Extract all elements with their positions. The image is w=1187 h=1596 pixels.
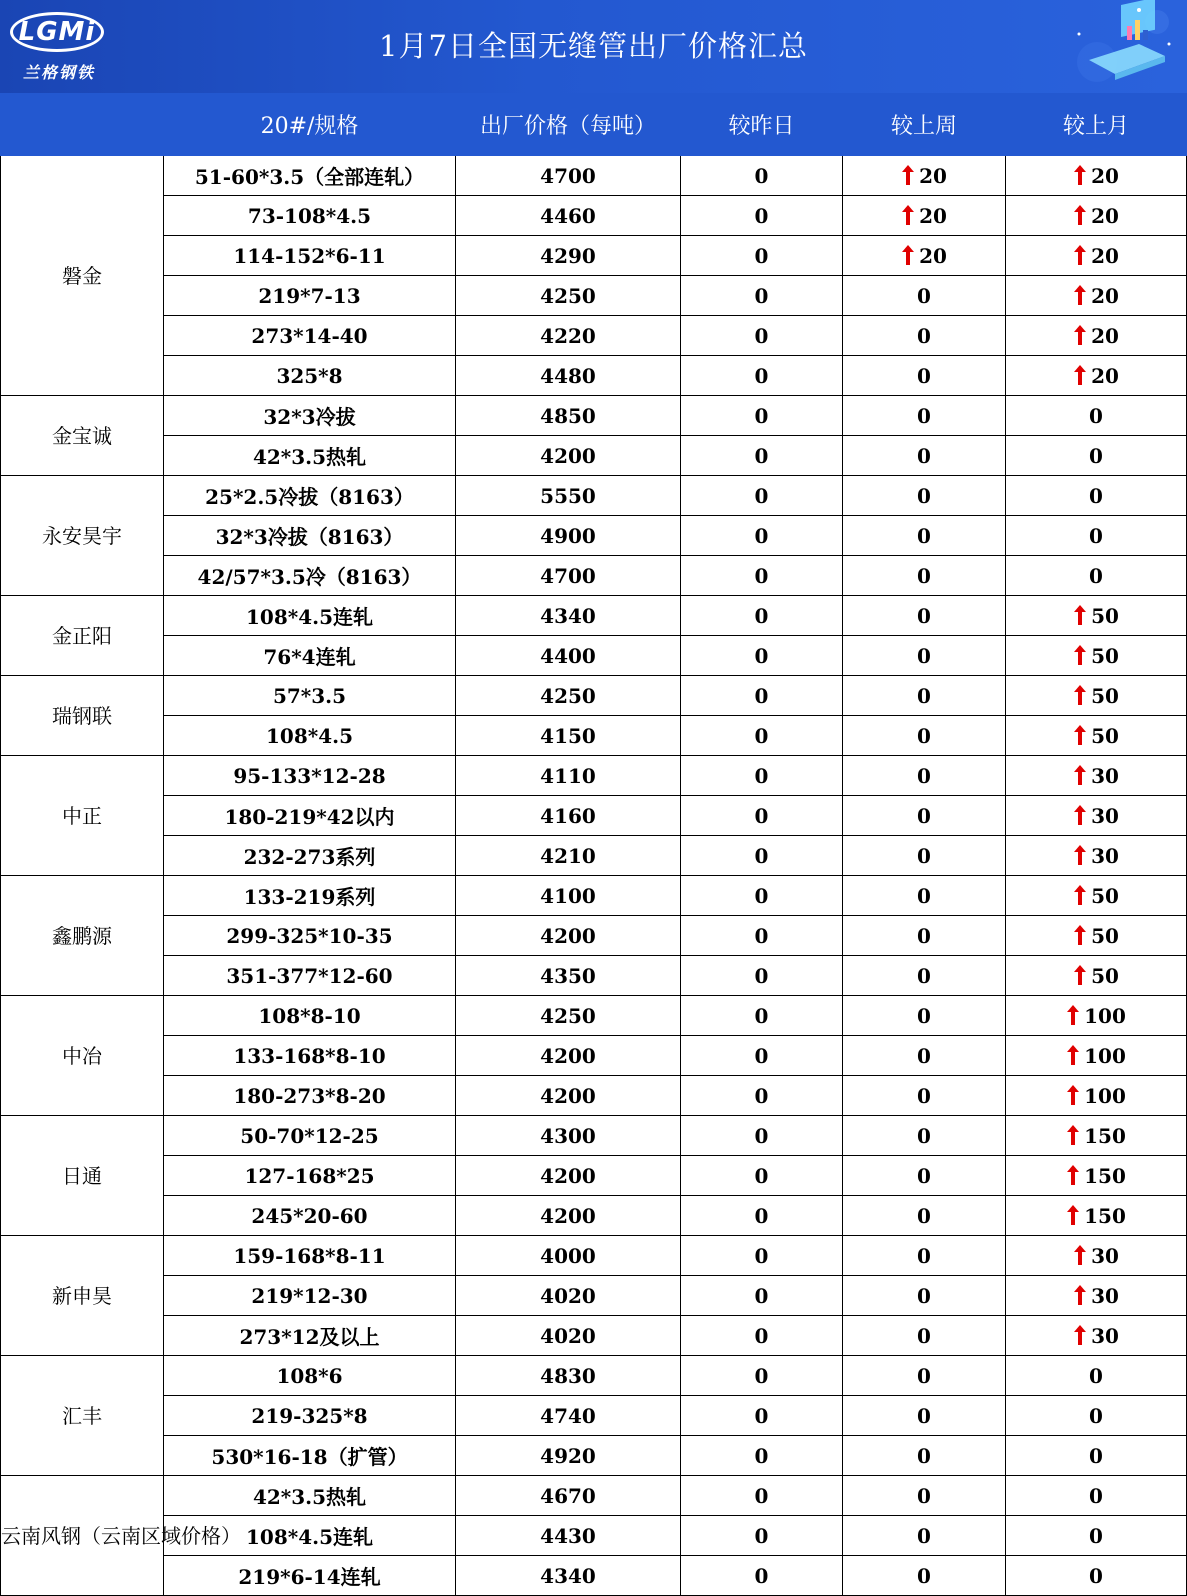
spec-cell: 351-377*12-60 xyxy=(164,956,456,996)
month-change-cell xyxy=(1006,1196,1187,1236)
price-cell: 4160 xyxy=(456,796,681,836)
day-change-cell: 0 xyxy=(681,276,843,316)
price-cell: 4480 xyxy=(456,356,681,396)
month-change-cell xyxy=(1006,236,1187,276)
company-cell: 磐金 xyxy=(1,156,164,396)
spec-cell: 32*3冷拔（8163） xyxy=(164,516,456,556)
up-arrow-icon xyxy=(1073,1245,1087,1265)
up-arrow-icon xyxy=(1073,165,1087,185)
change-value: 50 xyxy=(1091,883,1119,908)
spec-cell: 133-168*8-10 xyxy=(164,1036,456,1076)
day-change-cell: 0 xyxy=(681,516,843,556)
page-title: 1月7日全国无缝管出厂价格汇总 xyxy=(379,29,808,63)
table-row xyxy=(1,916,1187,956)
laptop-chart-icon xyxy=(1069,4,1179,88)
spec-cell: 42/57*3.5冷（8163） xyxy=(164,556,456,596)
table-row xyxy=(1,316,1187,356)
spec-cell: 108*8-10 xyxy=(164,996,456,1036)
spec-cell: 57*3.5 xyxy=(164,676,456,716)
company-cell: 中冶 xyxy=(1,996,164,1116)
up-arrow-icon xyxy=(1066,1125,1080,1145)
table-row xyxy=(1,356,1187,396)
week-change-cell: 0 xyxy=(843,1276,1006,1316)
price-cell: 4220 xyxy=(456,316,681,356)
up-arrow-icon xyxy=(1066,1165,1080,1185)
spec-cell: 42*3.5热轧 xyxy=(164,436,456,476)
up-arrow-icon xyxy=(1073,805,1087,825)
day-change-cell: 0 xyxy=(681,356,843,396)
week-change-cell: 0 xyxy=(843,356,1006,396)
table-row xyxy=(1,156,1187,196)
month-change-cell xyxy=(1006,1156,1187,1196)
change-value: 150 xyxy=(1084,1123,1126,1148)
table-row xyxy=(1,956,1187,996)
month-change-cell xyxy=(1006,356,1187,396)
change-value: 30 xyxy=(1091,803,1119,828)
month-change-cell xyxy=(1006,796,1187,836)
day-change-cell: 0 xyxy=(681,1476,843,1516)
table-row xyxy=(1,1476,1187,1516)
spec-cell: 32*3冷拔 xyxy=(164,396,456,436)
spec-cell: 530*16-18（扩管） xyxy=(164,1436,456,1476)
day-change-cell: 0 xyxy=(681,756,843,796)
column-header-month: 较上月 xyxy=(1006,94,1187,156)
week-change-cell: 0 xyxy=(843,676,1006,716)
price-cell: 4100 xyxy=(456,876,681,916)
table-row xyxy=(1,756,1187,796)
spec-cell: 180-219*42以内 xyxy=(164,796,456,836)
price-cell: 4250 xyxy=(456,676,681,716)
change-value: 20 xyxy=(1091,323,1119,348)
price-cell: 4700 xyxy=(456,156,681,196)
month-change-cell: 0 xyxy=(1006,1356,1187,1396)
change-value: 30 xyxy=(1091,843,1119,868)
week-change-cell: 0 xyxy=(843,1116,1006,1156)
change-value: 50 xyxy=(1091,603,1119,628)
change-value: 100 xyxy=(1084,1043,1126,1068)
up-arrow-icon xyxy=(1073,765,1087,785)
up-arrow-icon xyxy=(1066,1005,1080,1025)
up-arrow-icon xyxy=(1073,365,1087,385)
logo-cn: 兰格钢铁 xyxy=(22,63,95,82)
company-cell: 汇丰 xyxy=(1,1356,164,1476)
day-change-cell: 0 xyxy=(681,1316,843,1356)
change-value: 20 xyxy=(1091,243,1119,268)
week-change-cell: 0 xyxy=(843,556,1006,596)
month-change-cell xyxy=(1006,636,1187,676)
price-cell: 4210 xyxy=(456,836,681,876)
price-cell: 4020 xyxy=(456,1316,681,1356)
price-cell: 4340 xyxy=(456,596,681,636)
spec-cell: 219-325*8 xyxy=(164,1396,456,1436)
day-change-cell: 0 xyxy=(681,476,843,516)
day-change-cell: 0 xyxy=(681,1356,843,1396)
table-row xyxy=(1,996,1187,1036)
change-value: 20 xyxy=(919,203,947,228)
spec-cell: 299-325*10-35 xyxy=(164,916,456,956)
week-change-cell: 0 xyxy=(843,1356,1006,1396)
up-arrow-icon xyxy=(1073,205,1087,225)
price-cell: 4020 xyxy=(456,1276,681,1316)
table-row xyxy=(1,1236,1187,1276)
week-change-cell xyxy=(843,156,1006,196)
change-value: 20 xyxy=(1091,203,1119,228)
spec-cell: 108*6 xyxy=(164,1356,456,1396)
up-arrow-icon xyxy=(1073,685,1087,705)
day-change-cell: 0 xyxy=(681,1556,843,1596)
month-change-cell xyxy=(1006,316,1187,356)
price-cell: 4830 xyxy=(456,1356,681,1396)
month-change-cell: 0 xyxy=(1006,1556,1187,1596)
table-row xyxy=(1,796,1187,836)
table-header-row xyxy=(1,94,1187,156)
day-change-cell: 0 xyxy=(681,796,843,836)
week-change-cell: 0 xyxy=(843,796,1006,836)
month-change-cell: 0 xyxy=(1006,1516,1187,1556)
week-change-cell: 0 xyxy=(843,716,1006,756)
header-banner xyxy=(0,0,1187,93)
company-cell: 瑞钢联 xyxy=(1,676,164,756)
logo-text: LGMi xyxy=(18,17,96,47)
table-row xyxy=(1,1436,1187,1476)
price-cell: 4300 xyxy=(456,1116,681,1156)
up-arrow-icon xyxy=(1073,925,1087,945)
up-arrow-icon xyxy=(1073,325,1087,345)
week-change-cell: 0 xyxy=(843,276,1006,316)
column-header-price: 出厂价格（每吨） xyxy=(456,94,681,156)
day-change-cell: 0 xyxy=(681,876,843,916)
price-cell: 4000 xyxy=(456,1236,681,1276)
up-arrow-icon xyxy=(1066,1045,1080,1065)
day-change-cell: 0 xyxy=(681,836,843,876)
column-header-week: 较上周 xyxy=(843,94,1006,156)
day-change-cell: 0 xyxy=(681,236,843,276)
month-change-cell xyxy=(1006,596,1187,636)
week-change-cell: 0 xyxy=(843,316,1006,356)
change-value: 50 xyxy=(1091,683,1119,708)
day-change-cell: 0 xyxy=(681,556,843,596)
company-cell: 金宝诚 xyxy=(1,396,164,476)
column-header-spec: 20#/规格 xyxy=(164,94,456,156)
table-row xyxy=(1,876,1187,916)
company-cell: 鑫鹏源 xyxy=(1,876,164,996)
spec-cell: 133-219系列 xyxy=(164,876,456,916)
week-change-cell: 0 xyxy=(843,1556,1006,1596)
up-arrow-icon xyxy=(1066,1205,1080,1225)
change-value: 50 xyxy=(1091,923,1119,948)
price-cell: 5550 xyxy=(456,476,681,516)
price-cell: 4850 xyxy=(456,396,681,436)
month-change-cell: 0 xyxy=(1006,396,1187,436)
change-value: 30 xyxy=(1091,1243,1119,1268)
week-change-cell: 0 xyxy=(843,956,1006,996)
column-header-day: 较昨日 xyxy=(681,94,843,156)
price-cell: 4110 xyxy=(456,756,681,796)
month-change-cell xyxy=(1006,1316,1187,1356)
day-change-cell: 0 xyxy=(681,636,843,676)
price-cell: 4200 xyxy=(456,1076,681,1116)
month-change-cell xyxy=(1006,156,1187,196)
month-change-cell: 0 xyxy=(1006,476,1187,516)
table-row xyxy=(1,1076,1187,1116)
month-change-cell: 0 xyxy=(1006,516,1187,556)
price-cell: 4250 xyxy=(456,996,681,1036)
week-change-cell: 0 xyxy=(843,1196,1006,1236)
day-change-cell: 0 xyxy=(681,1156,843,1196)
week-change-cell: 0 xyxy=(843,1516,1006,1556)
week-change-cell: 0 xyxy=(843,396,1006,436)
price-cell: 4340 xyxy=(456,1556,681,1596)
day-change-cell: 0 xyxy=(681,716,843,756)
month-change-cell: 0 xyxy=(1006,1436,1187,1476)
day-change-cell: 0 xyxy=(681,156,843,196)
day-change-cell: 0 xyxy=(681,436,843,476)
spec-cell: 180-273*8-20 xyxy=(164,1076,456,1116)
table-row xyxy=(1,276,1187,316)
day-change-cell: 0 xyxy=(681,1436,843,1476)
week-change-cell: 0 xyxy=(843,1076,1006,1116)
change-value: 100 xyxy=(1084,1083,1126,1108)
change-value: 30 xyxy=(1091,1323,1119,1348)
company-cell: 新申昊 xyxy=(1,1236,164,1356)
day-change-cell: 0 xyxy=(681,916,843,956)
table-row xyxy=(1,556,1187,596)
month-change-cell: 0 xyxy=(1006,1396,1187,1436)
table-row xyxy=(1,516,1187,556)
month-change-cell xyxy=(1006,996,1187,1036)
month-change-cell xyxy=(1006,876,1187,916)
spec-cell: 219*7-13 xyxy=(164,276,456,316)
up-arrow-icon xyxy=(1073,1325,1087,1345)
week-change-cell: 0 xyxy=(843,916,1006,956)
table-row xyxy=(1,1156,1187,1196)
up-arrow-icon xyxy=(1073,885,1087,905)
price-cell: 4900 xyxy=(456,516,681,556)
spec-cell: 76*4连轧 xyxy=(164,636,456,676)
column-header-company xyxy=(1,94,164,156)
table-row xyxy=(1,1316,1187,1356)
table-row xyxy=(1,476,1187,516)
week-change-cell: 0 xyxy=(843,1156,1006,1196)
table-row xyxy=(1,716,1187,756)
day-change-cell: 0 xyxy=(681,1196,843,1236)
spec-cell: 25*2.5冷拔（8163） xyxy=(164,476,456,516)
price-cell: 4740 xyxy=(456,1396,681,1436)
month-change-cell xyxy=(1006,676,1187,716)
month-change-cell: 0 xyxy=(1006,1476,1187,1516)
up-arrow-icon xyxy=(1073,285,1087,305)
table-row xyxy=(1,1196,1187,1236)
month-change-cell xyxy=(1006,956,1187,996)
week-change-cell: 0 xyxy=(843,836,1006,876)
week-change-cell: 0 xyxy=(843,1316,1006,1356)
week-change-cell: 0 xyxy=(843,516,1006,556)
spec-cell: 273*12及以上 xyxy=(164,1316,456,1356)
month-change-cell xyxy=(1006,1036,1187,1076)
table-row xyxy=(1,1556,1187,1596)
company-cell: 云南风钢（云南区域价格） xyxy=(1,1476,164,1596)
change-value: 150 xyxy=(1084,1203,1126,1228)
week-change-cell: 0 xyxy=(843,636,1006,676)
week-change-cell: 0 xyxy=(843,476,1006,516)
month-change-cell xyxy=(1006,916,1187,956)
day-change-cell: 0 xyxy=(681,1276,843,1316)
month-change-cell: 0 xyxy=(1006,436,1187,476)
price-cell: 4430 xyxy=(456,1516,681,1556)
table-row xyxy=(1,596,1187,636)
price-cell: 4400 xyxy=(456,636,681,676)
company-cell: 中正 xyxy=(1,756,164,876)
up-arrow-icon xyxy=(1073,845,1087,865)
week-change-cell: 0 xyxy=(843,436,1006,476)
week-change-cell: 0 xyxy=(843,756,1006,796)
day-change-cell: 0 xyxy=(681,196,843,236)
price-cell: 4290 xyxy=(456,236,681,276)
price-cell: 4920 xyxy=(456,1436,681,1476)
price-cell: 4250 xyxy=(456,276,681,316)
spec-cell: 219*6-14连轧 xyxy=(164,1556,456,1596)
up-arrow-icon xyxy=(1073,965,1087,985)
change-value: 30 xyxy=(1091,1283,1119,1308)
up-arrow-icon xyxy=(1073,725,1087,745)
spec-cell: 232-273系列 xyxy=(164,836,456,876)
change-value: 50 xyxy=(1091,723,1119,748)
table-row xyxy=(1,236,1187,276)
week-change-cell xyxy=(843,196,1006,236)
week-change-cell: 0 xyxy=(843,1436,1006,1476)
week-change-cell: 0 xyxy=(843,1396,1006,1436)
up-arrow-icon xyxy=(901,205,915,225)
month-change-cell xyxy=(1006,1276,1187,1316)
day-change-cell: 0 xyxy=(681,1116,843,1156)
week-change-cell: 0 xyxy=(843,1236,1006,1276)
day-change-cell: 0 xyxy=(681,596,843,636)
month-change-cell xyxy=(1006,1116,1187,1156)
price-cell: 4350 xyxy=(456,956,681,996)
change-value: 20 xyxy=(1091,363,1119,388)
day-change-cell: 0 xyxy=(681,396,843,436)
spec-cell: 127-168*25 xyxy=(164,1156,456,1196)
month-change-cell: 0 xyxy=(1006,556,1187,596)
day-change-cell: 0 xyxy=(681,1516,843,1556)
day-change-cell: 0 xyxy=(681,316,843,356)
change-value: 100 xyxy=(1084,1003,1126,1028)
change-value: 20 xyxy=(919,163,947,188)
month-change-cell xyxy=(1006,716,1187,756)
table-row xyxy=(1,836,1187,876)
change-value: 20 xyxy=(1091,163,1119,188)
up-arrow-icon xyxy=(901,245,915,265)
table-row xyxy=(1,1276,1187,1316)
price-cell: 4200 xyxy=(456,1196,681,1236)
table-row xyxy=(1,396,1187,436)
price-table xyxy=(0,93,1187,1596)
price-cell: 4460 xyxy=(456,196,681,236)
spec-cell: 73-108*4.5 xyxy=(164,196,456,236)
spec-cell: 325*8 xyxy=(164,356,456,396)
day-change-cell: 0 xyxy=(681,1036,843,1076)
week-change-cell xyxy=(843,236,1006,276)
company-cell: 日通 xyxy=(1,1116,164,1236)
up-arrow-icon xyxy=(1073,605,1087,625)
table-row xyxy=(1,1116,1187,1156)
spec-cell: 50-70*12-25 xyxy=(164,1116,456,1156)
day-change-cell: 0 xyxy=(681,1236,843,1276)
price-cell: 4200 xyxy=(456,916,681,956)
spec-cell: 95-133*12-28 xyxy=(164,756,456,796)
spec-cell: 273*14-40 xyxy=(164,316,456,356)
price-cell: 4200 xyxy=(456,1156,681,1196)
day-change-cell: 0 xyxy=(681,956,843,996)
day-change-cell: 0 xyxy=(681,996,843,1036)
spec-cell: 219*12-30 xyxy=(164,1276,456,1316)
week-change-cell: 0 xyxy=(843,596,1006,636)
table-row xyxy=(1,676,1187,716)
month-change-cell xyxy=(1006,196,1187,236)
week-change-cell: 0 xyxy=(843,996,1006,1036)
price-cell: 4700 xyxy=(456,556,681,596)
up-arrow-icon xyxy=(1073,645,1087,665)
price-cell: 4670 xyxy=(456,1476,681,1516)
up-arrow-icon xyxy=(1073,1285,1087,1305)
up-arrow-icon xyxy=(1066,1085,1080,1105)
spec-cell: 114-152*6-11 xyxy=(164,236,456,276)
week-change-cell: 0 xyxy=(843,1036,1006,1076)
month-change-cell xyxy=(1006,756,1187,796)
table-row xyxy=(1,1036,1187,1076)
up-arrow-icon xyxy=(901,165,915,185)
week-change-cell: 0 xyxy=(843,1476,1006,1516)
company-cell: 永安昊宇 xyxy=(1,476,164,596)
price-cell: 4200 xyxy=(456,1036,681,1076)
week-change-cell: 0 xyxy=(843,876,1006,916)
table-row xyxy=(1,196,1187,236)
price-cell: 4150 xyxy=(456,716,681,756)
change-value: 150 xyxy=(1084,1163,1126,1188)
change-value: 50 xyxy=(1091,963,1119,988)
spec-cell: 108*4.5连轧 xyxy=(164,1516,456,1556)
month-change-cell xyxy=(1006,276,1187,316)
spec-cell: 42*3.5热轧 xyxy=(164,1476,456,1516)
month-change-cell xyxy=(1006,1236,1187,1276)
month-change-cell xyxy=(1006,836,1187,876)
spec-cell: 108*4.5连轧 xyxy=(164,596,456,636)
day-change-cell: 0 xyxy=(681,676,843,716)
table-row xyxy=(1,1356,1187,1396)
change-value: 20 xyxy=(1091,283,1119,308)
day-change-cell: 0 xyxy=(681,1396,843,1436)
spec-cell: 245*20-60 xyxy=(164,1196,456,1236)
price-cell: 4200 xyxy=(456,436,681,476)
spec-cell: 108*4.5 xyxy=(164,716,456,756)
change-value: 20 xyxy=(919,243,947,268)
spec-cell: 51-60*3.5（全部连轧） xyxy=(164,156,456,196)
change-value: 30 xyxy=(1091,763,1119,788)
day-change-cell: 0 xyxy=(681,1076,843,1116)
table-row xyxy=(1,636,1187,676)
change-value: 50 xyxy=(1091,643,1119,668)
spec-cell: 159-168*8-11 xyxy=(164,1236,456,1276)
table-row xyxy=(1,436,1187,476)
company-cell: 金正阳 xyxy=(1,596,164,676)
up-arrow-icon xyxy=(1073,245,1087,265)
month-change-cell xyxy=(1006,1076,1187,1116)
table-row xyxy=(1,1396,1187,1436)
